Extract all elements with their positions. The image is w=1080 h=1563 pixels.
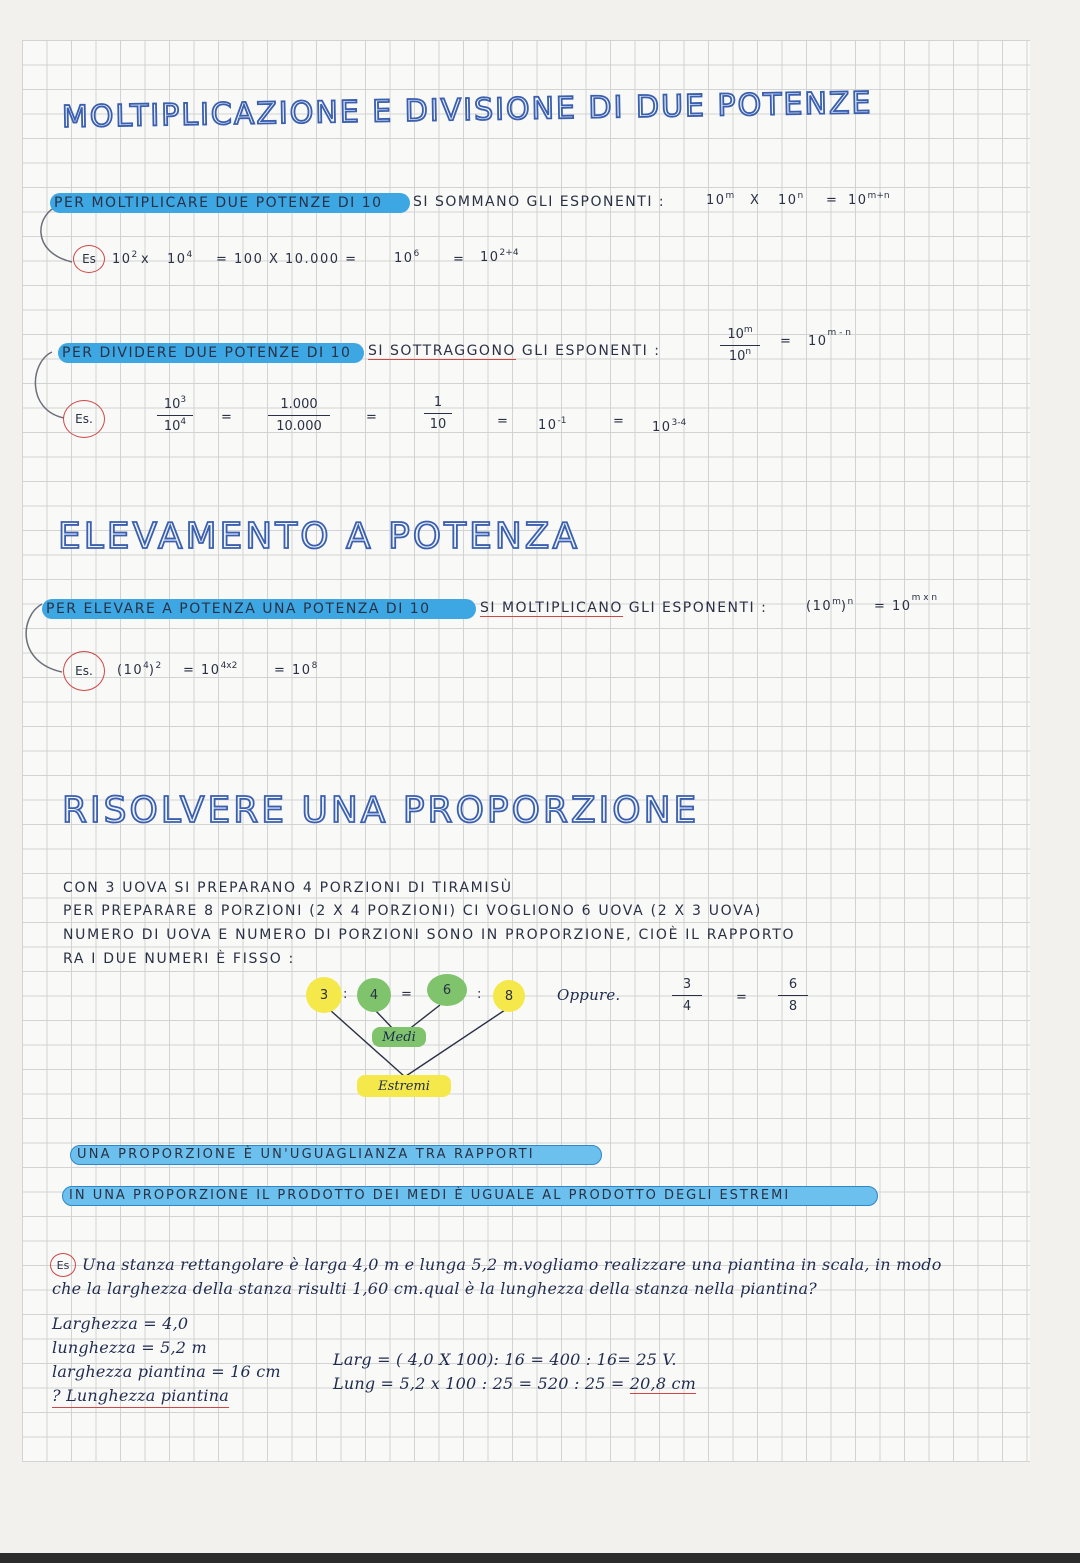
close: )	[840, 599, 848, 614]
numerator: 1	[433, 395, 443, 410]
base: 10	[727, 327, 744, 342]
ratio-colon-1: :	[343, 987, 349, 1002]
exponent-outer: n	[847, 597, 854, 607]
exponent: 3-4	[671, 418, 687, 428]
divide-rule-text	[368, 341, 660, 361]
exponent: m x n	[911, 593, 938, 603]
open: (10	[117, 663, 144, 678]
base: 10	[167, 252, 187, 267]
section-title-proportion: RISOLVERE UNA PROPORZIONE	[62, 790, 700, 831]
exponent: 2	[131, 250, 138, 260]
base: 10	[480, 250, 500, 265]
divide-formula-fraction	[720, 326, 760, 366]
multiply-formula-term-a	[706, 191, 734, 211]
exponent: -1	[557, 416, 567, 426]
divide-example-result-2	[652, 418, 686, 438]
power-rule-underlined: SI MOLTIPLICANO	[480, 600, 623, 616]
power-rule-text	[480, 598, 767, 618]
solution-larg: Larg = ( 4,0 X 100): 16 = 400 : 16= 25 V.	[333, 1350, 677, 1369]
proportion-definition: UNA PROPORZIONE È UN'UGUAGLIANZA TRA RAPPORTI	[70, 1145, 602, 1165]
close: )	[148, 663, 156, 678]
base: 10	[538, 418, 558, 433]
example-term-b	[167, 250, 192, 270]
base: 10	[112, 252, 132, 267]
multiply-rule-text: SI SOMMANO GLI ESPONENTI :	[413, 194, 666, 210]
multiply-formula-equals: =	[826, 193, 839, 208]
power-example-step	[183, 661, 237, 681]
multiply-formula-times: X	[750, 193, 761, 208]
proportion-fraction-2	[778, 976, 808, 1016]
section-title-power: ELEVAMENTO A POTENZA	[58, 516, 581, 557]
example-result	[480, 248, 519, 268]
exponent: 4	[186, 250, 193, 260]
denominator: 10	[424, 413, 452, 434]
solution-lung	[333, 1373, 696, 1395]
base: 10	[394, 251, 414, 266]
given-value: Larghezza = 4,0	[52, 1314, 189, 1333]
final-answer: 20,8 cm	[629, 1374, 697, 1393]
power-formula-result	[874, 593, 938, 617]
divide-example-fraction-3	[424, 394, 452, 434]
base: 10	[808, 334, 828, 349]
numerator	[164, 396, 186, 415]
open: (10	[806, 599, 833, 614]
exercise-problem-line: Una stanza rettangolare è larga 4,0 m e lunga 5,2 m.vogliamo realizzare una piantina in scala, in modo	[82, 1255, 942, 1274]
proportion-fraction-equals: =	[736, 990, 749, 1005]
power-rule-highlight: PER ELEVARE A POTENZA UNA POTENZA DI 10	[42, 599, 476, 619]
exponent-inner: 4	[143, 661, 149, 671]
extreme-a: 3	[306, 977, 342, 1013]
example-label-circle: Es	[50, 1253, 76, 1277]
base: 10	[706, 193, 726, 208]
divide-example-equals-4: =	[613, 414, 626, 429]
exponent: 2+4	[499, 248, 519, 258]
denominator: 4	[672, 995, 702, 1016]
divide-example-result-1	[538, 416, 567, 436]
exponent: m+n	[867, 191, 890, 201]
exponent: n	[745, 347, 752, 357]
power-example-result	[274, 661, 317, 681]
base: = 10	[874, 599, 912, 614]
denominator	[157, 415, 193, 436]
ratio-equals: =	[401, 987, 414, 1002]
bracket-divide	[35, 352, 64, 418]
example-expansion: = 100 X 10.000 =	[216, 252, 358, 267]
exponent: m	[725, 191, 735, 201]
exponent-outer: 2	[155, 661, 162, 671]
divide-example-equals-2: =	[366, 410, 379, 425]
base: 10	[163, 419, 181, 434]
given-value: lunghezza = 5,2 m	[52, 1338, 207, 1357]
intro-line: PER PREPARARE 8 PORZIONI (2 X 4 PORZIONI) CI VOGLIONO 6 UOVA (2 X 3 UOVA)	[63, 903, 762, 919]
page-title-multiplication-division: MOLTIPLICAZIONE E DIVISIONE DI DUE POTENZE	[61, 85, 873, 135]
example-label-circle: Es	[73, 245, 105, 273]
exponent: 3	[180, 395, 187, 405]
proportion-fraction-1	[672, 976, 702, 1016]
extreme-d: 8	[493, 980, 525, 1012]
example-equals: =	[453, 252, 466, 267]
unknown-value: ? Lunghezza piantina	[52, 1385, 229, 1408]
divide-rule-rest: GLI ESPONENTI :	[521, 343, 661, 359]
example-term-c	[394, 249, 419, 269]
power-rule-rest: GLI ESPONENTI :	[628, 600, 768, 616]
denominator: 10.000	[268, 415, 330, 436]
ratio-colon-2: :	[477, 987, 483, 1002]
exponent: 4	[180, 417, 187, 427]
exponent: 4x2	[220, 661, 238, 671]
exponent-inner: m	[832, 597, 841, 607]
mean-b: 4	[357, 978, 391, 1012]
numerator: 1.000	[280, 397, 318, 412]
estremi-label: Estremi	[357, 1075, 451, 1097]
multiply-formula-result	[848, 191, 890, 211]
denominator	[720, 345, 760, 366]
example-times: x	[141, 252, 151, 267]
mean-c: 6	[427, 974, 467, 1006]
bracket-multiply	[41, 206, 72, 262]
exponent: m - n	[827, 328, 851, 338]
oppure-text: Oppure.	[557, 986, 621, 1004]
base: 10	[728, 349, 746, 364]
divide-rule-highlight: PER DIVIDERE DUE POTENZE DI 10	[58, 343, 364, 363]
given-value: larghezza piantina = 16 cm	[52, 1362, 281, 1381]
divide-example-fraction-1	[157, 396, 193, 436]
base: 10	[778, 193, 798, 208]
numerator: 6	[788, 977, 798, 992]
base: 10	[163, 397, 181, 412]
multiply-rule-highlight: PER MOLTIPLICARE DUE POTENZE DI 10	[50, 193, 410, 213]
example-label-circle: Es.	[63, 400, 105, 438]
base: 10	[848, 193, 868, 208]
exponent: 6	[413, 249, 420, 259]
divide-formula-result	[808, 328, 851, 352]
intro-line: CON 3 UOVA SI PREPARANO 4 PORZIONI DI TIRAMISÙ	[63, 880, 513, 896]
divide-formula-equals: =	[780, 334, 793, 349]
base: = 10	[274, 663, 312, 678]
intro-line: RA I DUE NUMERI È FISSO :	[63, 951, 295, 967]
divide-example-fraction-2	[268, 396, 330, 436]
medi-label: Medi	[372, 1027, 426, 1047]
example-label-circle: Es.	[63, 651, 105, 691]
base: 10	[652, 420, 672, 435]
exponent: 8	[311, 661, 318, 671]
proportion-property: IN UNA PROPORZIONE IL PRODOTTO DEI MEDI È UGUALE AL PRODOTTO DEGLI ESTREMI	[62, 1186, 878, 1206]
power-example-left	[117, 661, 161, 681]
power-formula-left	[806, 597, 853, 617]
numerator	[727, 326, 752, 345]
example-term-a	[112, 250, 137, 270]
base: = 10	[183, 663, 221, 678]
divide-rule-underlined: SI SOTTRAGGONO	[368, 343, 516, 359]
denominator: 8	[778, 995, 808, 1016]
exercise-problem-line: che la larghezza della stanza risulti 1,60 cm.qual è la lunghezza della stanza nella piantina?	[52, 1279, 817, 1298]
divide-example-equals-1: =	[221, 410, 234, 425]
exponent: n	[797, 191, 804, 201]
multiply-formula-term-b	[778, 191, 803, 211]
numerator: 3	[682, 977, 692, 992]
intro-line: NUMERO DI UOVA E NUMERO DI PORZIONI SONO IN PROPORZIONE, CIOÈ IL RAPPORTO	[63, 927, 796, 943]
solution-lung-steps: Lung = 5,2 x 100 : 25 = 520 : 25 =	[333, 1374, 625, 1393]
exponent: m	[743, 325, 753, 335]
divide-example-equals-3: =	[497, 414, 510, 429]
